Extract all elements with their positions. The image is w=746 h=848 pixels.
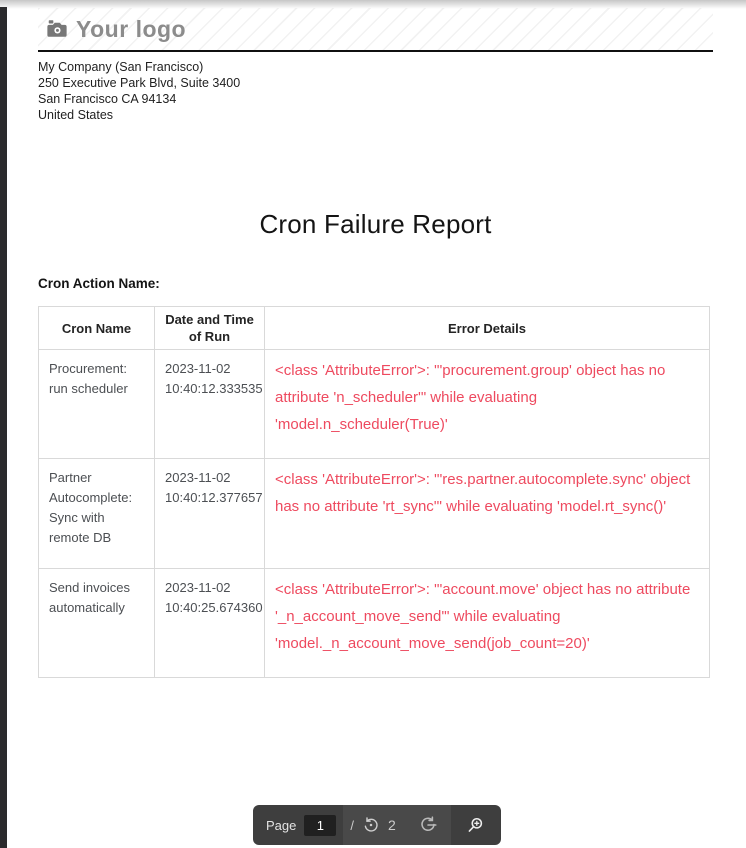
page-label: Page	[266, 817, 297, 833]
column-header-datetime: Date and Time of Run	[155, 307, 265, 350]
datetime-cell: 2023-11-02 10:40:25.674360	[155, 569, 265, 678]
cron-name-cell: Partner Autocomplete: Sync with remote DB	[39, 459, 155, 569]
left-edge-strip	[0, 7, 7, 848]
logo-placeholder-text: Your logo	[76, 15, 187, 42]
company-address	[38, 59, 713, 123]
page-title: Cron Failure Report	[259, 209, 492, 239]
column-header-error-details: Error Details	[265, 307, 710, 350]
company-name: My Company (San Francisco)	[38, 60, 204, 74]
datetime-cell: 2023-11-02 10:40:12.377657	[155, 459, 265, 569]
cron-name-cell: Procurement: run scheduler	[39, 350, 155, 459]
table-row	[39, 569, 710, 678]
table-row	[39, 350, 710, 459]
address-city: San Francisco CA 94134	[38, 92, 177, 106]
column-header-cron-name: Cron Name	[39, 307, 155, 350]
page-count-group	[343, 805, 404, 845]
rotate-ccw-icon[interactable]	[361, 815, 381, 835]
zoom-in-icon[interactable]	[465, 815, 486, 836]
pdf-viewer-toolbar	[253, 805, 501, 845]
error-details-cell: <class 'AttributeError'>: "'procurement.group' object has no attribute 'n_scheduler'" while evaluating 'model.n_scheduler(True)'	[265, 350, 710, 459]
camera-icon	[46, 18, 68, 40]
total-pages: 2	[388, 817, 396, 833]
company-header-band	[38, 8, 713, 52]
page-number-input[interactable]	[304, 815, 336, 836]
table-row	[39, 459, 710, 569]
datetime-cell: 2023-11-02 10:40:12.333535	[155, 350, 265, 459]
cron-action-name-label: Cron Action Name:	[38, 276, 160, 291]
cron-failure-table	[38, 306, 710, 678]
company-logo	[38, 16, 186, 43]
address-street: 250 Executive Park Blvd, Suite 3400	[38, 76, 241, 90]
address-country: United States	[38, 108, 114, 122]
report-page	[38, 8, 713, 678]
rotate-group	[405, 805, 451, 845]
table-header-row	[39, 307, 710, 350]
page-separator: /	[350, 817, 354, 833]
error-details-cell: <class 'AttributeError'>: "'res.partner.autocomplete.sync' object has no attribute 'rt_sync'" while evaluating 'model.rt_sync()'	[265, 459, 710, 569]
error-details-cell: <class 'AttributeError'>: "'account.move' object has no attribute '_n_account_move_send'" while evaluating 'model._n_account_move_send(job_count=20)'	[265, 569, 710, 678]
rotate-cw-icon[interactable]	[417, 814, 439, 836]
cron-name-cell: Send invoices automatically	[39, 569, 155, 678]
